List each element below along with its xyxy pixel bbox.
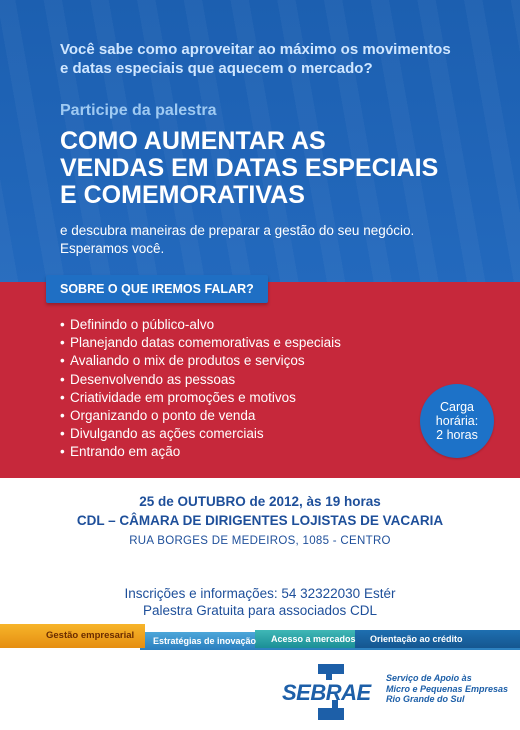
footer-tab-gestao: Gestão empresarial <box>0 624 145 648</box>
headline <box>60 128 510 209</box>
topic-text: Avaliando o mix de produtos e serviços <box>70 353 305 369</box>
sebrae-tagline-line: Serviço de Apoio às <box>386 673 472 683</box>
hours-badge <box>420 384 494 458</box>
hours-badge-line: 2 horas <box>436 428 478 442</box>
topic-text: Entrando em ação <box>70 444 181 460</box>
hours-badge-line: Carga <box>439 400 475 414</box>
headline-line: COMO AUMENTAR AS <box>60 127 326 155</box>
topic-item <box>60 334 341 352</box>
intro-question-line: e datas especiais que aquecem o mercado? <box>60 60 373 77</box>
topic-text: Desenvolvendo as pessoas <box>70 371 236 387</box>
intro-question-line: Você sabe como aproveitar ao máximo os movimentos <box>60 41 451 58</box>
bullet-icon: • <box>60 317 65 332</box>
event-free-note: Palestra Gratuita para associados CDL <box>142 603 378 618</box>
footer-tab-inovacao: Estratégias de inovação <box>153 636 257 646</box>
subtext-line: Esperamos você. <box>60 241 165 256</box>
participe-label: Participe da palestra <box>60 102 217 119</box>
sebrae-tagline <box>386 673 508 705</box>
event-place: CDL – CÂMARA DE DIRIGENTES LOJISTAS DE VACARIA <box>76 513 444 528</box>
headline-line: VENDAS EM DATAS ESPECIAIS <box>60 154 439 182</box>
topic-item <box>60 389 341 407</box>
bullet-icon: • <box>60 408 65 424</box>
topic-item <box>60 407 341 425</box>
topic-item <box>60 443 341 461</box>
topic-item <box>60 371 341 389</box>
topic-text: Planejando datas comemorativas e especiais <box>70 335 341 351</box>
bullet-icon: • <box>60 426 65 442</box>
subtext-line: e descubra maneiras de preparar a gestão do seu negócio. <box>60 223 415 238</box>
topic-text: Organizando o ponto de venda <box>70 408 256 424</box>
bullet-icon: • <box>60 335 65 351</box>
event-info: Inscrições e informações: 54 32322030 Estér <box>124 586 396 601</box>
topic-text: Divulgando as ações comerciais <box>70 426 264 442</box>
sebrae-tagline-line: Rio Grande do Sul <box>386 694 465 704</box>
bullet-icon: • <box>60 353 65 369</box>
topic-item <box>60 425 341 443</box>
subtext <box>60 222 480 258</box>
footer-tab-credito: Orientação ao crédito <box>370 634 463 644</box>
topic-item <box>60 316 341 334</box>
topic-text: Definindo o público-alvo <box>70 317 215 332</box>
footer-tab-mercados: Acesso a mercados <box>271 634 356 644</box>
event-address: RUA BORGES DE MEDEIROS, 1085 - CENTRO <box>129 535 391 547</box>
topic-item <box>60 352 341 370</box>
bullet-icon: • <box>60 444 65 460</box>
bullet-icon: • <box>60 389 65 405</box>
sebrae-wordmark: SEBRAE <box>282 680 371 705</box>
bullet-icon: • <box>60 371 65 387</box>
topic-text: Criatividade em promoções e motivos <box>70 389 296 405</box>
intro-question <box>60 40 480 78</box>
event-date: 25 de OUTUBRO de 2012, às 19 horas <box>139 494 381 509</box>
sebrae-tagline-line: Micro e Pequenas Empresas <box>386 683 509 694</box>
hours-badge-line: horária: <box>435 414 479 428</box>
topics-list <box>60 316 341 462</box>
topics-tab-label: SOBRE O QUE IREMOS FALAR? <box>46 275 268 303</box>
headline-line: E COMEMORATIVAS <box>60 181 305 209</box>
